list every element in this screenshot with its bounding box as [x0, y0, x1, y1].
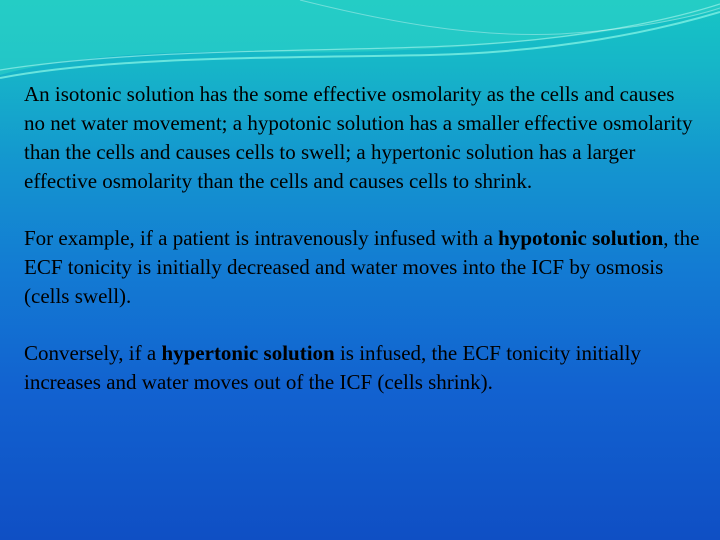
wave-line-1: [0, 12, 720, 78]
wave-line-3: [300, 0, 720, 35]
slide-body: [24, 80, 700, 425]
paragraph-tonicity-definitions: [24, 80, 700, 196]
paragraph-hypertonic-example: [24, 339, 700, 397]
paragraph-2-text-after: , the ECF tonicity is initially decreased and water moves into the ICF by osmosis (cells swell).: [24, 226, 700, 308]
wave-band-light: [0, 0, 720, 75]
paragraph-3-text-after: is infused, the ECF tonicity initially increases and water moves out of the ICF (cells shrink).: [24, 341, 641, 394]
paragraph-3-text-before: Conversely, if a: [24, 341, 162, 365]
paragraph-1-text: An isotonic solution has the some effective osmolarity as the cells and causes no net water movement; a hypotonic solution has a smaller effective osmolarity than the cells and causes cells to swell; a hypertonic solution has a larger effective osmolarity than the cells and causes cells to shrink.: [24, 82, 693, 193]
hypotonic-solution-term: hypotonic solution: [498, 226, 664, 250]
paragraph-2-text-before: For example, if a patient is intravenously infused with a: [24, 226, 499, 250]
paragraph-hypotonic-example: [24, 224, 700, 311]
hypertonic-solution-term: hypertonic solution: [161, 341, 335, 365]
wave-line-2: [0, 4, 720, 70]
